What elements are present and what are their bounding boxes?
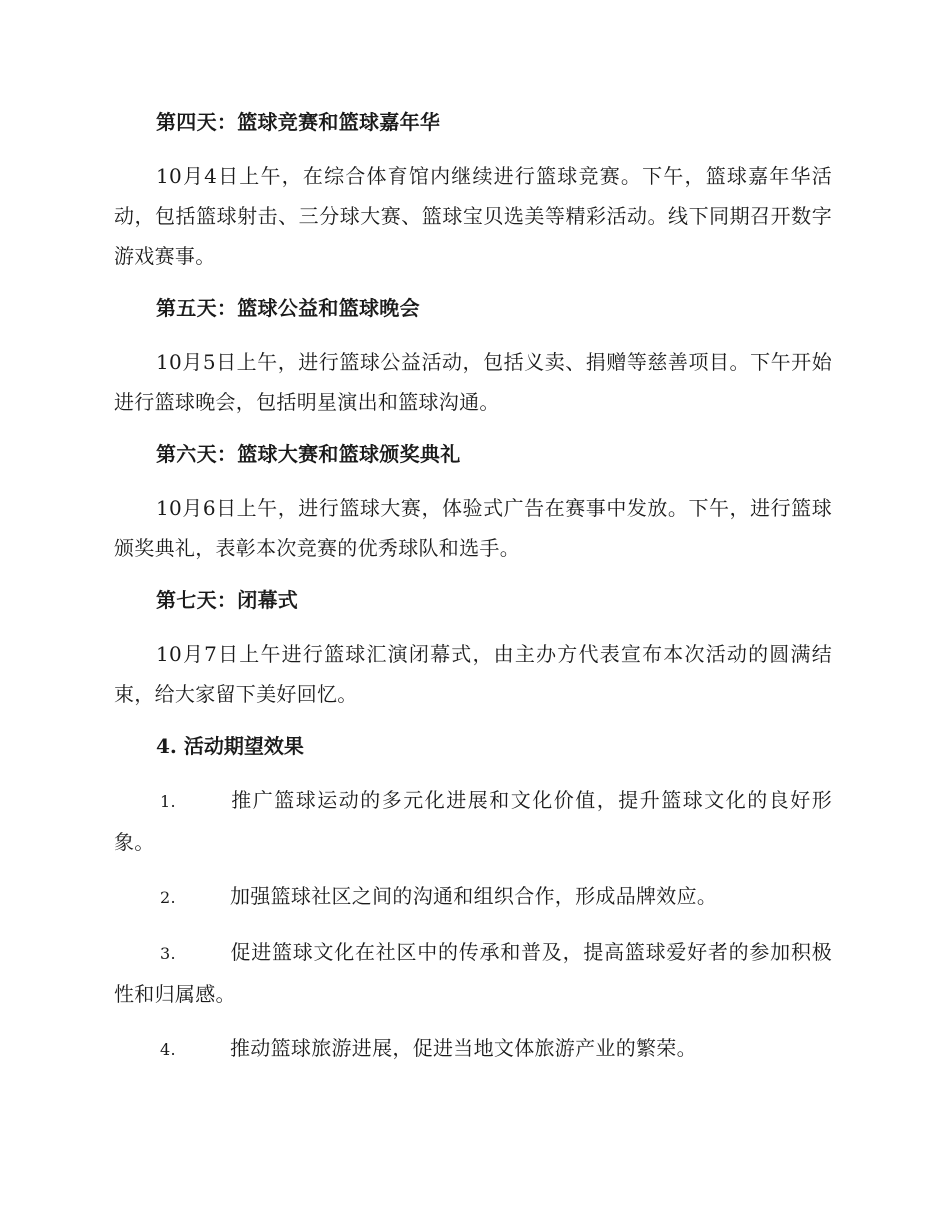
day-5-heading: 第五天：篮球公益和篮球晚会 <box>156 296 420 320</box>
list-item <box>114 932 832 1014</box>
day-4-body: 10月4日上午，在综合体育馆内继续进行篮球竞赛。下午，篮球嘉年华活动，包括篮球射击、三分球大赛、篮球宝贝选美等精彩活动。线下同期召开数字游戏赛事。 <box>114 164 832 268</box>
list-item-number: 3. <box>160 944 176 963</box>
day-6-body: 10月6日上午，进行篮球大赛，体验式广告在赛事中发放。下午，进行篮球颁奖典礼，表彰本次竞赛的优秀球队和选手。 <box>114 496 832 560</box>
list-item-number: 4. <box>160 1040 176 1059</box>
list-item-text: 推广篮球运动的多元化进展和文化价值，提升篮球文化的良好形象。 <box>114 788 832 854</box>
day-4-heading: 第四天：篮球竞赛和篮球嘉年华 <box>156 110 441 134</box>
list-item <box>114 1028 832 1070</box>
day-7-section <box>114 582 832 714</box>
day-6-heading: 第六天：篮球大赛和篮球颁奖典礼 <box>156 442 461 466</box>
day-6-section <box>114 436 832 568</box>
list-item-text: 促进篮球文化在社区中的传承和普及，提高篮球爱好者的参加积极性和归属感。 <box>114 940 832 1006</box>
list-item <box>114 780 832 862</box>
day-4-section <box>114 104 832 276</box>
day-5-section <box>114 290 832 422</box>
list-item-number: 1. <box>160 792 176 811</box>
day-7-body: 10月7日上午进行篮球汇演闭幕式，由主办方代表宣布本次活动的圆满结束，给大家留下美好回忆。 <box>114 642 832 706</box>
list-item-text: 推动篮球旅游进展，促进当地文体旅游产业的繁荣。 <box>230 1036 697 1060</box>
list-item-text: 加强篮球社区之间的沟通和组织合作，形成品牌效应。 <box>230 884 718 908</box>
section-title: 4. 活动期望效果 <box>156 734 304 758</box>
list-item-number: 2. <box>160 888 176 907</box>
day-5-body: 10月5日上午，进行篮球公益活动，包括义卖、捐赠等慈善项目。下午开始进行篮球晚会，包括明星演出和篮球沟通。 <box>114 350 832 414</box>
list-item <box>114 876 832 918</box>
day-7-heading: 第七天：闭幕式 <box>156 588 299 612</box>
expected-effects-section <box>114 728 832 1070</box>
